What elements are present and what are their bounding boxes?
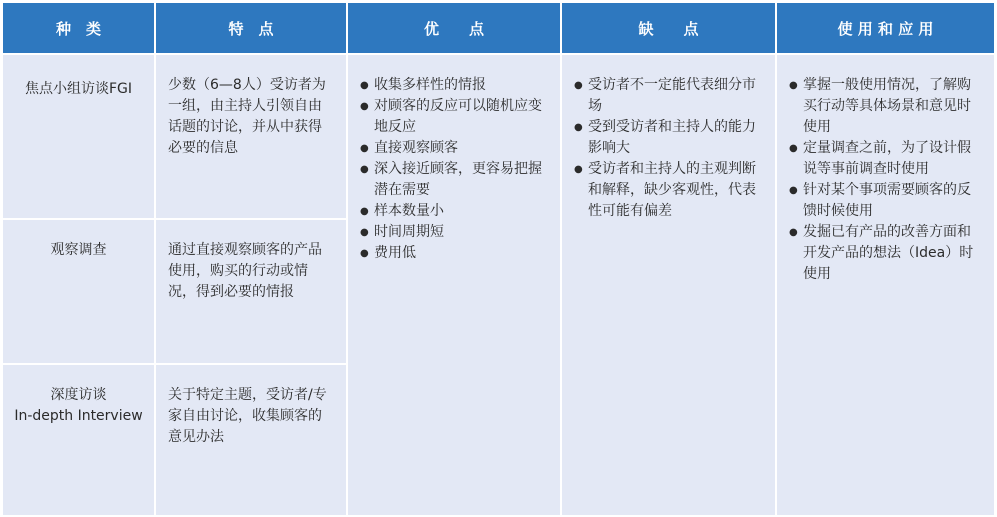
row-indepth-type (3, 365, 154, 515)
usage-item: ● 定量调查之前，为了设计假说等事前调查时使用 (789, 138, 980, 180)
row-fgi-type-label: 焦点小组访谈FGI (24, 81, 133, 97)
pros-item: ● 费用低 (360, 243, 546, 264)
row-observation-features-text: 通过直接观察顾客的产品使用，购买的行动或情况，得到必要的情报 (168, 242, 322, 300)
cons-item: ● 受访者不一定能代表细分市场 (574, 75, 761, 117)
usage-item: ● 发掘已有产品的改善方面和开发产品的想法（Idea）时使用 (789, 222, 980, 285)
pros-cell (348, 55, 560, 515)
row-indepth-features (156, 365, 346, 515)
row-observation-features (156, 220, 346, 363)
pros-item: ● 深入接近顾客，更容易把握潜在需要 (360, 159, 546, 201)
pros-list (360, 75, 546, 264)
header-cons: 缺 点 (562, 3, 775, 53)
row-fgi-features-text: 少数（6—8人）受访者为一组，由主持人引领自由话题的讨论，并从中获得必要的信息 (168, 77, 326, 156)
row-observation-type-label: 观察调查 (50, 242, 107, 258)
header-features: 特 点 (156, 3, 346, 53)
row-indepth-type-label-1: 深度访谈 (50, 387, 107, 403)
row-fgi-features (156, 55, 346, 218)
row-indepth-features-text: 关于特定主题，受访者/专家自由讨论，收集顾客的意见办法 (168, 387, 327, 445)
cons-list (574, 75, 761, 222)
pros-item: ● 对顾客的反应可以随机应变地反应 (360, 96, 546, 138)
header-usage: 使 用 和 应 用 (777, 3, 994, 53)
pros-item: ● 直接观察顾客 (360, 138, 546, 159)
header-type: 种 类 (3, 3, 154, 53)
usage-item: ● 掌握一般使用情况，了解购买行动等具体场景和意见时使用 (789, 75, 980, 138)
pros-item: ● 收集多样性的情报 (360, 75, 546, 96)
usage-item: ● 针对某个事项需要顾客的反馈时候使用 (789, 180, 980, 222)
cons-item: ● 受到受访者和主持人的能力影响大 (574, 117, 761, 159)
cons-item: ● 受访者和主持人的主观判断和解释，缺少客观性，代表性可能有偏差 (574, 159, 761, 222)
pros-item: ● 时间周期短 (360, 222, 546, 243)
pros-item: ● 样本数量小 (360, 201, 546, 222)
usage-list (789, 75, 980, 285)
usage-cell (777, 55, 994, 515)
row-observation-type (3, 220, 154, 363)
cons-cell (562, 55, 775, 515)
row-indepth-type-label-2: In-depth Interview (14, 408, 143, 424)
row-fgi-type (3, 55, 154, 218)
header-pros: 优 点 (348, 3, 560, 53)
